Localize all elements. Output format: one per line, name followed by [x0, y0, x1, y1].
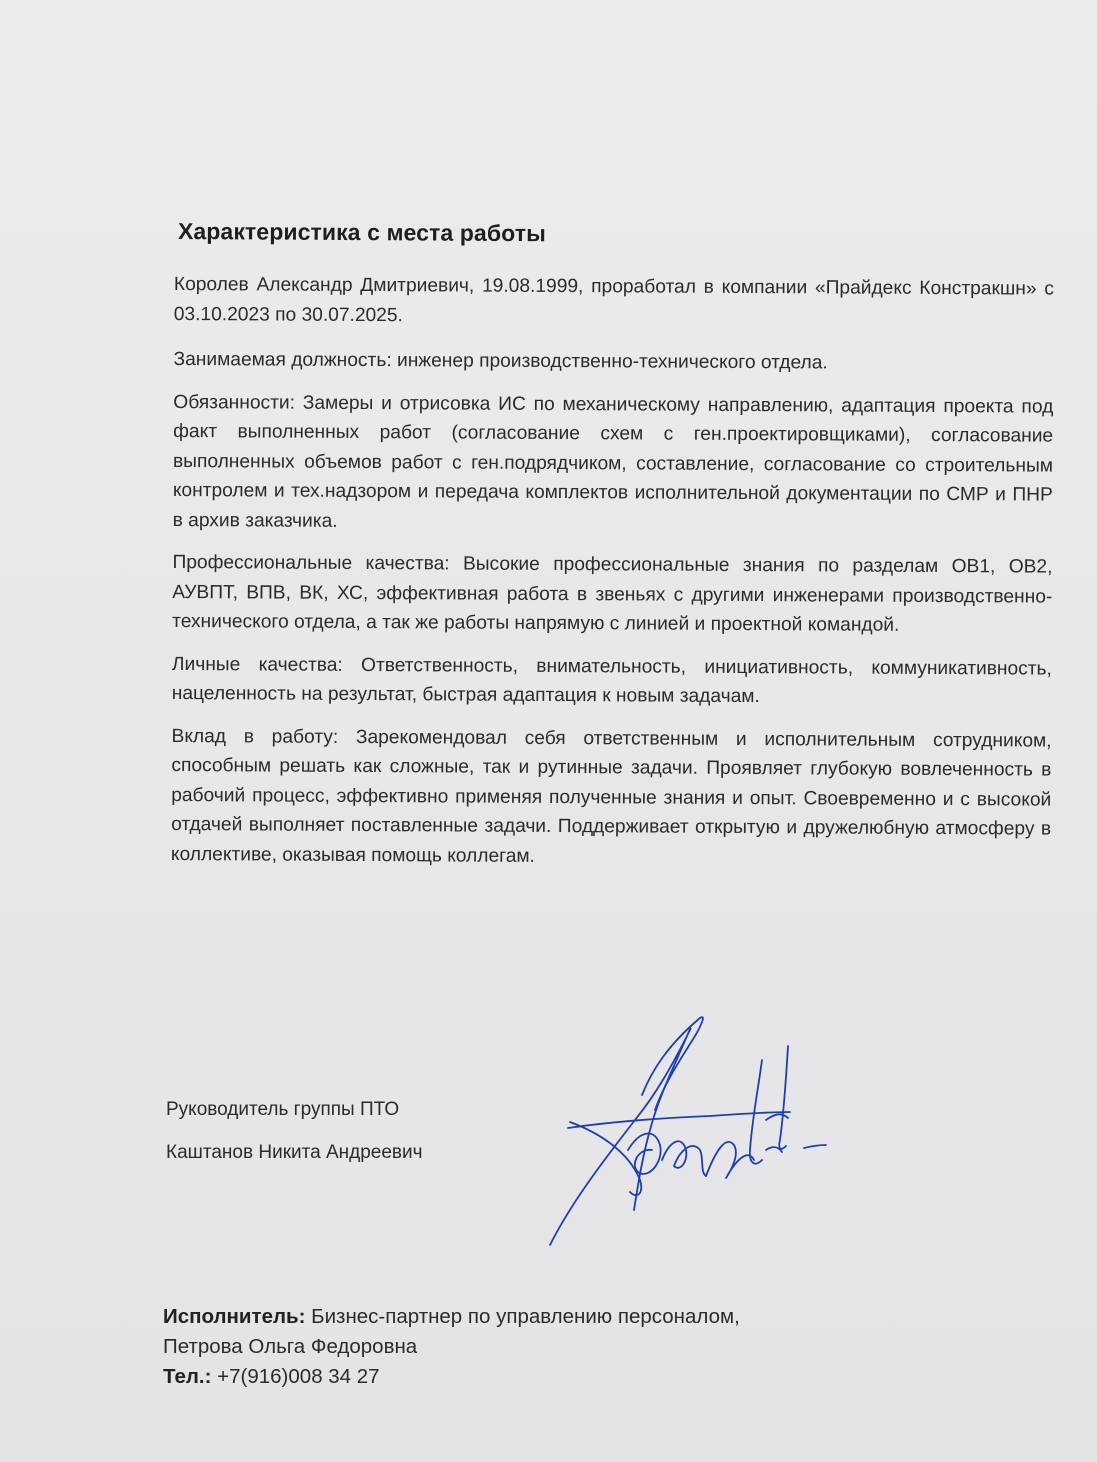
- handwritten-signature: [530, 1000, 850, 1270]
- signatory-position: Руководитель группы ПТО: [166, 1099, 400, 1120]
- executor-block: [163, 1302, 740, 1392]
- position-paragraph: Занимаемая должность: инженер производственно-технического отдела.: [173, 348, 828, 374]
- personal-qualities-paragraph: Личные качества: Ответственность, внимательность, инициативность, коммуникативность, нацеленность на результат, быстрая адаптация к новым задачам.: [171, 653, 1052, 708]
- document-title: Характеристика с места работы: [177, 218, 546, 247]
- document-body: [171, 270, 1054, 887]
- executor-phone-line: [163, 1362, 740, 1392]
- professional-qualities-paragraph: Профессиональные качества: Высокие профессиональные знания по разделам ОВ1, ОВ2, АУВПТ, ВПВ, ВК, ХС, эффективная работа в звеньях с другими инженерами производственно-технического отдела, а так же работы напрямую с линией и проектной командой.: [172, 551, 1053, 636]
- executor-label: Исполнитель:: [163, 1305, 306, 1328]
- executor-line: [163, 1302, 740, 1332]
- contribution-paragraph: Вклад в работу: Зарекомендовал себя ответственным и исполнительным сотрудником, способным решать как сложные, так и рутинные задачи. Проявляет глубокую вовлеченность в рабочий процесс, эффективно применяя полученные знания и опыт. Своевременно и с высокой отдачей выполняет поставленные задачи. Поддерживает открытую и дружелюбную атмосферу в коллективе, оказывая помощь коллегам.: [170, 725, 1052, 867]
- intro-paragraph: Королев Александр Дмитриевич, 19.08.1999, проработал в компании «Прайдекс Констракшн» с 03.10.2023 по 30.07.2025.: [173, 273, 1054, 326]
- executor-name: Петрова Ольга Федоровна: [163, 1335, 418, 1358]
- duties-paragraph: Обязанности: Замеры и отрисовка ИС по механическому направлению, адаптация проекта под факт выполненных работ (согласование схем с ген.проектировщиками), согласование выполненных объемов работ с ген.подрядчиком, составление, согласование со строительным контролем и тех.надзором и передача комплектов исполнительной документации по СМР и ПНР в архив заказчика.: [172, 391, 1054, 532]
- executor-role: Бизнес-партнер по управлению персоналом,: [311, 1305, 740, 1328]
- phone-number: +7(916)008 34 27: [217, 1365, 380, 1388]
- signatory-name: Каштанов Никита Андреевич: [166, 1142, 423, 1163]
- phone-label: Тел.:: [163, 1365, 212, 1388]
